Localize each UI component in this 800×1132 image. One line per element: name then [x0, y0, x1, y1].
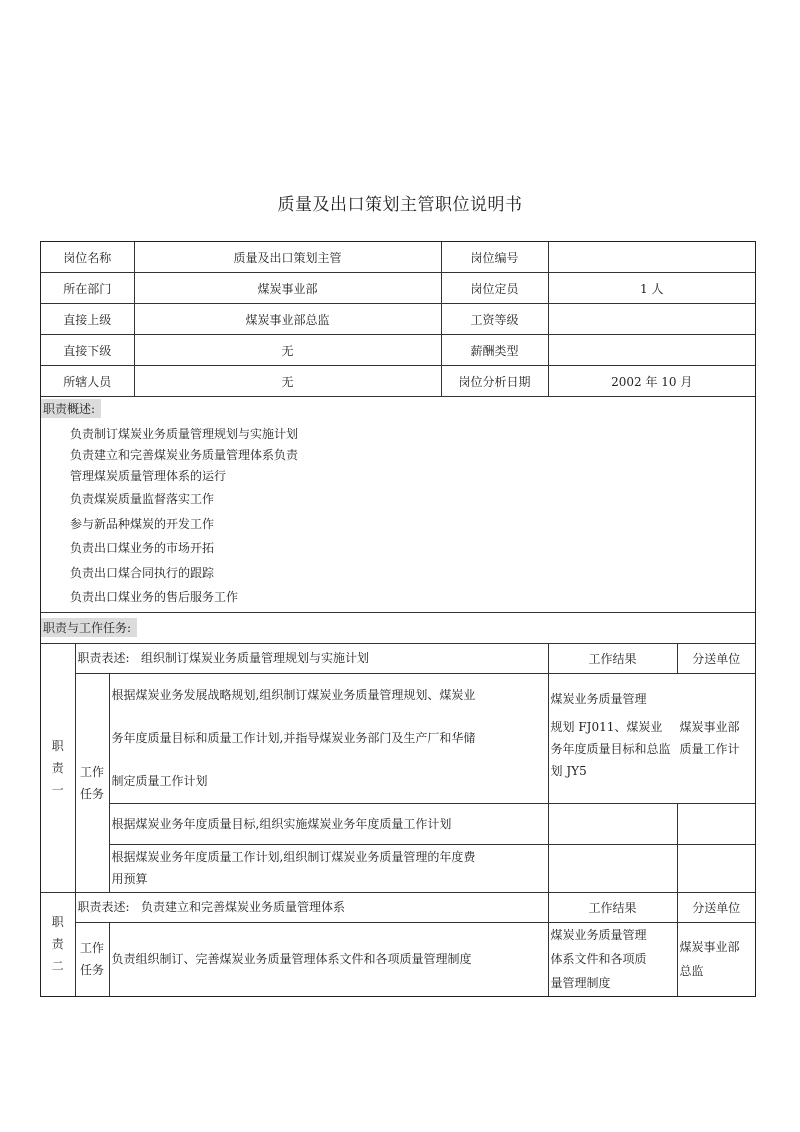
basic-info-table: [41, 242, 755, 396]
table-row: [41, 643, 755, 673]
table-row: [41, 242, 755, 273]
list-item: 负责出口煤合同执行的跟踪: [70, 565, 215, 580]
table-row: [41, 273, 755, 304]
unit-cell: [677, 844, 755, 892]
field-label: 薪酬类型: [441, 335, 548, 366]
field-label: 岗位编号: [441, 242, 548, 273]
job-description-form: [40, 241, 756, 997]
task-cell: 根据煤炭业务年度质量目标,组织实施煤炭业务年度质量工作计划: [109, 803, 548, 844]
field-label: 岗位名称: [41, 242, 134, 273]
field-value: [548, 304, 755, 335]
field-value: 煤炭事业部总监: [134, 304, 441, 335]
field-value: 无: [134, 366, 441, 397]
table-row: [41, 922, 755, 996]
duty-summary-section: [41, 396, 755, 612]
list-item: 参与新品种煤炭的开发工作: [70, 516, 215, 531]
duty-summary-list: [41, 424, 755, 610]
field-label: 所辖人员: [41, 366, 134, 397]
table-row: [41, 803, 755, 844]
task-label: 工作 任务: [75, 673, 109, 892]
unit-cell: 煤炭事业部 总监: [677, 922, 755, 996]
result-cell: 煤炭业务质量管理 体系文件和各项质 量管理制度: [548, 922, 677, 996]
list-item: 负责出口煤业务的售后服务工作: [70, 590, 239, 604]
list-item: 管理煤炭质量管理体系的运行: [70, 469, 227, 483]
field-label: 直接上级: [41, 304, 134, 335]
duty-table: [41, 643, 755, 997]
duty-description: 职责表述: 负责建立和完善煤炭业务质量管理体系: [75, 892, 548, 922]
result-cell: [548, 803, 677, 844]
field-value: 1 人: [548, 273, 755, 304]
result-header: 工作结果: [548, 892, 677, 922]
section-label: 职责概述:: [41, 399, 101, 418]
field-label: 工资等级: [441, 304, 548, 335]
unit-header: 分送单位: [677, 643, 755, 673]
field-value: [548, 335, 755, 366]
table-row: [41, 366, 755, 397]
field-label: 岗位分析日期: [441, 366, 548, 397]
task-cell: 根据煤炭业务发展战略规划,组织制订煤炭业务质量管理规划、煤炭业 务年度质量目标和质量工作计划,并指导煤炭业务部门及生产厂和华储 制定质量工作计划: [109, 673, 548, 803]
field-value: 质量及出口策划主管: [134, 242, 441, 273]
duty-description: 职责表述: 组织制订煤炭业务质量管理规划与实施计划: [75, 643, 548, 673]
list-item: 负责制订煤炭业务质量管理规划与实施计划: [70, 427, 299, 441]
table-row: [41, 892, 755, 922]
field-label: 所在部门: [41, 273, 134, 304]
table-row: [41, 304, 755, 335]
table-row: [41, 673, 755, 803]
result-cell: 煤炭业务质量管理 规划 FJ011、煤炭业 煤炭事业部 务年度质量目标和总监 质量工作计 划 JY5: [548, 673, 755, 803]
field-label: 岗位定员: [441, 273, 548, 304]
table-row: [41, 335, 755, 366]
list-item: 负责建立和完善煤炭业务质量管理体系负责: [70, 448, 299, 462]
task-cell: 根据煤炭业务年度质量工作计划,组织制订煤炭业务质量管理的年度费 用预算: [109, 844, 548, 892]
task-label: 工作 任务: [75, 922, 109, 996]
result-header: 工作结果: [548, 643, 677, 673]
field-value: 无: [134, 335, 441, 366]
list-item: 负责出口煤业务的市场开拓: [70, 541, 215, 555]
task-cell: 负责组织制订、完善煤炭业务质量管理体系文件和各项质量管理制度: [109, 922, 548, 996]
unit-header: 分送单位: [677, 892, 755, 922]
duty-side-label: 职 责 二: [41, 892, 75, 996]
field-value: [548, 242, 755, 273]
field-value: 煤炭事业部: [134, 273, 441, 304]
field-value: 2002 年 10 月: [548, 366, 755, 397]
page-title: 质量及出口策划主管职位说明书: [277, 195, 523, 215]
result-cell: [548, 844, 677, 892]
list-item: 负责煤炭质量监督落实工作: [70, 492, 215, 506]
section-label: 职责与工作任务:: [41, 618, 137, 637]
unit-cell: [677, 803, 755, 844]
duty-side-label: 职 责 一: [41, 643, 75, 892]
tasks-section-header: [41, 612, 755, 643]
table-row: [41, 844, 755, 892]
field-label: 直接下级: [41, 335, 134, 366]
